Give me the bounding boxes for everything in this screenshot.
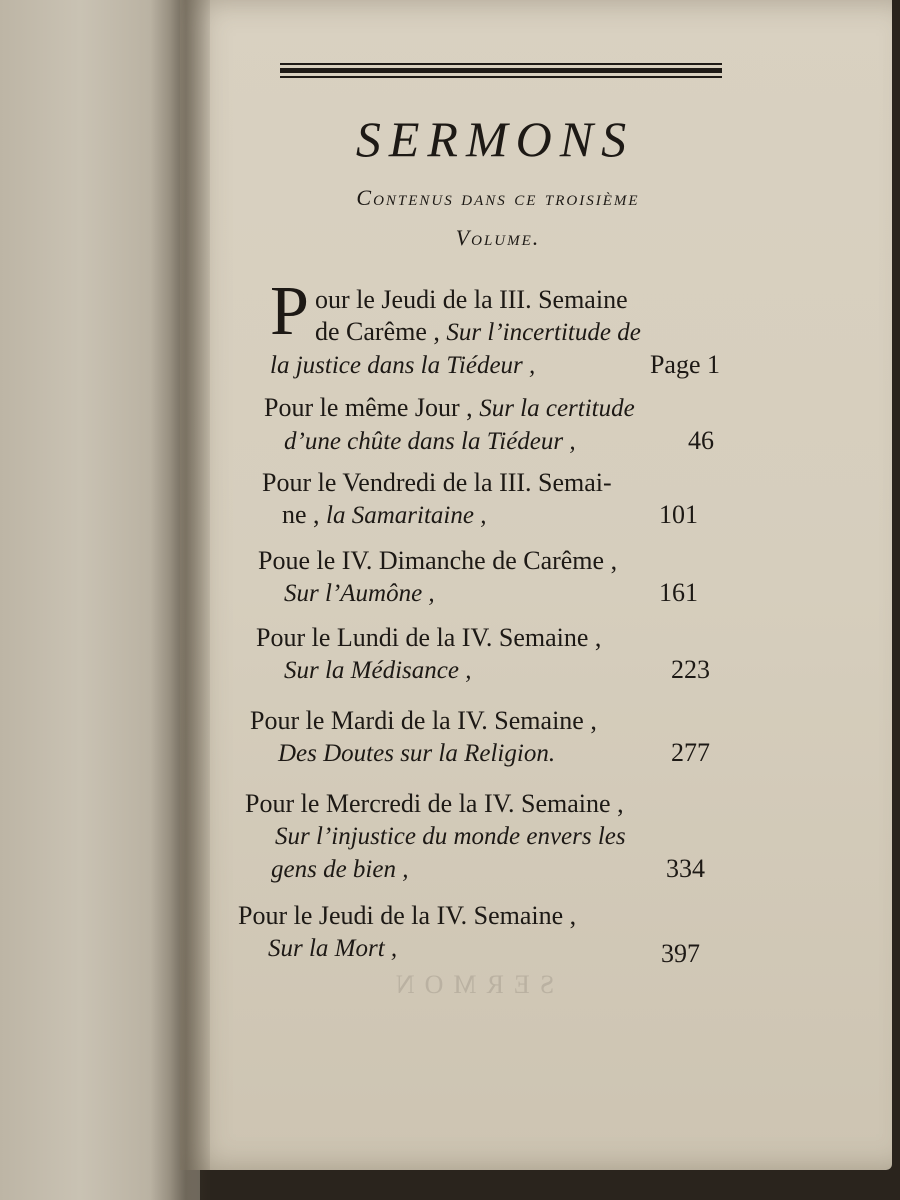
entry-line: Sur la Mort , 397: [268, 935, 700, 968]
entry-line: gens de bien , 334: [271, 854, 705, 883]
page-number: 223: [671, 655, 710, 684]
toc-entry: [250, 705, 718, 770]
entry-line: ne , la Samaritaine , 101: [282, 500, 698, 529]
entry-line: de Carême , Sur l’incertitude de: [315, 317, 641, 346]
page-subtitle: [272, 178, 724, 258]
bleed-through-text: SERMON: [385, 970, 555, 999]
toc-entry: [264, 392, 720, 458]
toc-entry: [256, 622, 718, 687]
page-number: 397: [661, 939, 700, 968]
entry-line: Sur l’Aumône , 161: [284, 578, 698, 607]
entry-line: Pour le même Jour , Sur la certitude: [264, 393, 635, 422]
page-number: 161: [659, 578, 698, 607]
drop-capital: P: [270, 273, 309, 350]
toc-entry: [270, 284, 720, 382]
page-number: Page 1: [649, 350, 720, 379]
entry-line: Poue le IV. Dimanche de Carême ,: [258, 546, 618, 575]
subtitle-line-1: Contenus dans ce troisième: [356, 185, 640, 210]
entry-line: our le Jeudi de la III. Semaine: [315, 285, 628, 314]
entry-line: Pour le Vendredi de la III. Semai-: [262, 468, 612, 497]
entry-line: Pour le Lundi de la IV. Semaine ,: [256, 623, 602, 652]
entry-line: Des Doutes sur la Religion. 277: [278, 738, 710, 767]
entry-line: Pour le Mardi de la IV. Semaine ,: [250, 706, 597, 735]
toc-entry: [258, 545, 718, 610]
toc-entry: [238, 900, 712, 968]
page-number: 334: [666, 854, 705, 883]
toc-entry: [262, 467, 718, 532]
page-number: 101: [659, 500, 698, 529]
toc-entry: [245, 788, 715, 886]
page-title: SERMONS: [355, 111, 635, 167]
header-rule: [280, 62, 722, 84]
page-number: 46: [688, 426, 714, 455]
subtitle-line-2: Volume.: [455, 225, 541, 250]
entry-line: Sur la Médisance , 223: [284, 655, 710, 684]
entry-line: d’une chûte dans la Tiédeur , 46: [284, 426, 714, 455]
entry-line: Pour le Jeudi de la IV. Semaine ,: [238, 901, 577, 930]
entry-line: la justice dans la Tiédeur , Page 1: [270, 350, 720, 379]
page-number: 277: [671, 738, 710, 767]
book-gutter: [150, 0, 210, 1200]
entry-line: Sur l’injustice du monde envers les: [275, 823, 626, 850]
entry-line: Pour le Mercredi de la IV. Semaine ,: [245, 789, 624, 818]
